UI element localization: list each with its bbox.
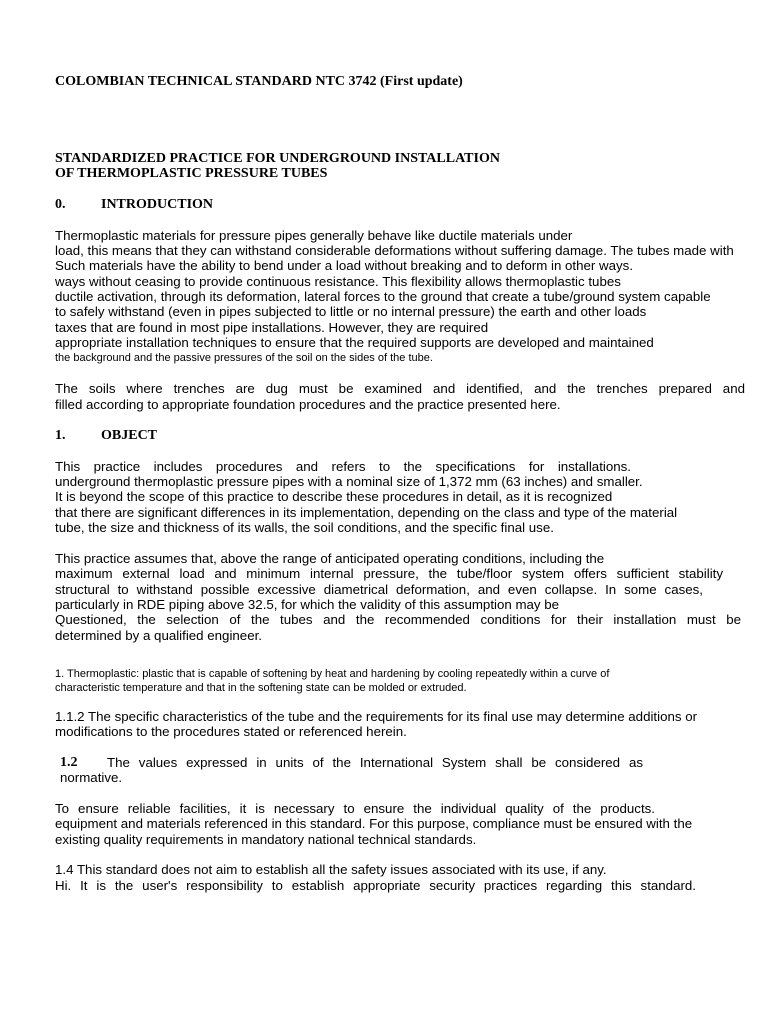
- text-line: Thermoplastic materials for pressure pipes generally behave like ductile materials under: [55, 228, 573, 243]
- section-label: OBJECT: [101, 428, 158, 443]
- text-line: The soils where trenches are dug must be examined and identified, and the trenches prepared and: [55, 381, 745, 396]
- text-line: taxes that are found in most pipe installations. However, they are required: [55, 320, 489, 335]
- clause-number: 1.2: [60, 755, 78, 770]
- document-title: COLOMBIAN TECHNICAL STANDARD NTC 3742 (First update): [55, 74, 463, 89]
- text-line: The values expressed in units of the International System shall be considered as: [107, 755, 643, 770]
- text-line: It is beyond the scope of this practice to describe these procedures in detail, as it is recognized: [55, 489, 613, 504]
- text-line: filled according to appropriate foundation procedures and the practice presented here.: [55, 397, 561, 412]
- practice-title-line-1: STANDARDIZED PRACTICE FOR UNDERGROUND INSTALLATION: [55, 151, 500, 166]
- text-line: equipment and materials referenced in this standard. For this purpose, compliance must be ensured with the: [55, 816, 693, 831]
- text-line: Such materials have the ability to bend under a load without breaking and to deform in other ways.: [55, 258, 634, 273]
- text-line: Hi. It is the user's responsibility to establish appropriate security practices regarding this standard.: [55, 878, 696, 893]
- text-line: ways without ceasing to provide continuous resistance. This flexibility allows thermoplastic tubes: [55, 274, 621, 289]
- text-line: This practice includes procedures and refers to the specifications for installations.: [55, 459, 631, 474]
- text-line: underground thermoplastic pressure pipes with a nominal size of 1,372 mm (63 inches) and smaller.: [55, 474, 643, 489]
- text-line: ductile activation, through its deformation, lateral forces to the ground that create a tube/ground system capable: [55, 289, 711, 304]
- text-line: determined by a qualified engineer.: [55, 628, 262, 643]
- text-line: 1.1.2 The specific characteristics of the tube and the requirements for its final use may determine additions or: [55, 709, 698, 724]
- text-line: 1.4 This standard does not aim to establish all the safety issues associated with its use, if any.: [55, 862, 607, 877]
- text-line: normative.: [60, 770, 123, 785]
- text-line: Questioned, the selection of the tubes and the recommended conditions for their installation must be: [55, 612, 741, 627]
- text-line: This practice assumes that, above the range of anticipated operating conditions, including the: [55, 551, 605, 566]
- footnote-line: characteristic temperature and that in the softening state can be molded or extruded.: [55, 682, 467, 694]
- text-line: modifications to the procedures stated or referenced herein.: [55, 724, 407, 739]
- text-line: the background and the passive pressures of the soil on the sides of the tube.: [55, 352, 433, 364]
- footnote-line: 1. Thermoplastic: plastic that is capable of softening by heat and hardening by cooling repeatedly within a curve of: [55, 668, 610, 680]
- text-line: particularly in RDE piping above 32.5, for which the validity of this assumption may be: [55, 597, 560, 612]
- text-line: existing quality requirements in mandatory national technical standards.: [55, 832, 477, 847]
- practice-title-line-2: OF THERMOPLASTIC PRESSURE TUBES: [55, 166, 328, 181]
- text-line: structural to withstand possible excessive diametrical deformation, and even collapse. In some cases,: [55, 582, 703, 597]
- text-line: maximum external load and minimum internal pressure, the tube/floor system offers sufficient stability: [55, 566, 723, 581]
- text-line: to safely withstand (even in pipes subjected to little or no internal pressure) the earth and other loads: [55, 304, 647, 319]
- text-line: tube, the size and thickness of its walls, the soil conditions, and the specific final use.: [55, 520, 554, 535]
- section-number: 1.: [55, 428, 66, 443]
- section-number: 0.: [55, 197, 66, 212]
- text-line: appropriate installation techniques to ensure that the required supports are developed and maintained: [55, 335, 654, 350]
- text-line: load, this means that they can withstand considerable deformations without suffering damage. The tubes made with: [55, 243, 734, 258]
- text-line: To ensure reliable facilities, it is necessary to ensure the individual quality of the products.: [55, 801, 655, 816]
- text-line: that there are significant differences in its implementation, depending on the class and type of the material: [55, 505, 678, 520]
- section-label: INTRODUCTION: [101, 197, 214, 212]
